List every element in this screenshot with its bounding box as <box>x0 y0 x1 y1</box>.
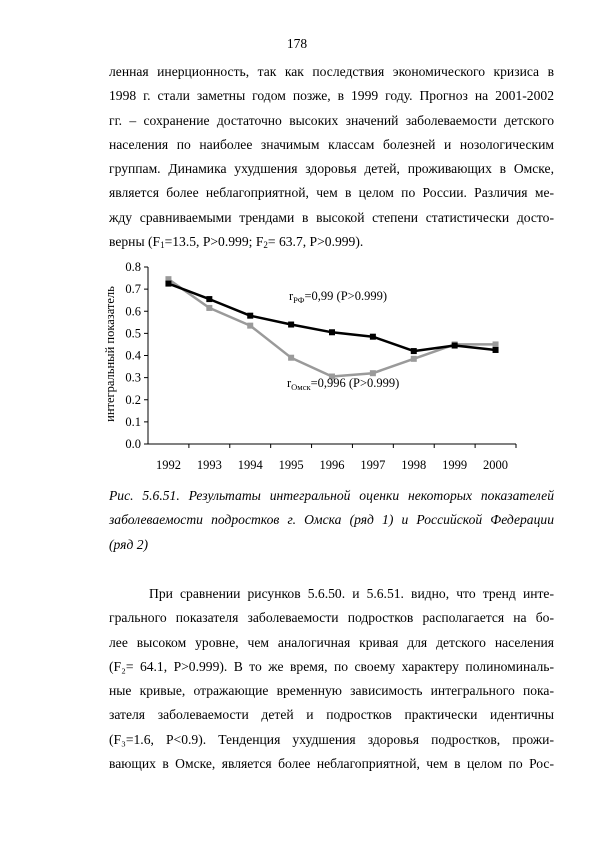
data-point-rf <box>247 313 253 319</box>
y-tick-label: 0.6 <box>125 304 141 319</box>
y-tick-label: 0.4 <box>125 348 141 363</box>
y-tick-label: 0.2 <box>125 392 141 407</box>
x-tick-label: 2000 <box>483 458 509 472</box>
subscript: 1 <box>160 240 165 251</box>
text-line: гг. – сохранение достаточно высоких значений заболеваемости детского <box>109 112 554 128</box>
annotation-sub: РФ <box>293 295 305 305</box>
text-fragment: =13.5, P>0.999; F <box>164 234 264 250</box>
text-line <box>109 230 554 254</box>
text-fragment: = 63.7, P>0.999). <box>267 234 364 250</box>
x-tick-label: 1998 <box>401 458 427 472</box>
text-line: группам. Динамика ухудшения здоровья детей, проживающих в Омске, <box>109 161 554 177</box>
y-tick-label: 0.0 <box>125 437 141 451</box>
paragraph-2 <box>109 582 554 776</box>
x-tick-label: 1999 <box>442 458 468 472</box>
y-axis-label: интегральный показатель <box>103 286 117 422</box>
y-tick-label: 0.1 <box>125 414 141 429</box>
data-point-rf <box>493 347 499 353</box>
text-line: зателя заболеваемости детей и подростков практически идентичны <box>109 707 554 723</box>
text-line: лее высоком уровне, чем аналогичная кривая для детского населения <box>109 634 554 650</box>
y-tick-label: 0.5 <box>125 326 141 341</box>
text-line: 1998 г. стали заметны годом позже, в 1999 году. Прогноз на 2001-2002 <box>109 88 554 104</box>
data-point-rf <box>411 348 417 354</box>
caption-line: Рис. 5.6.51. Результаты интегральной оценки некоторых показателей <box>109 488 554 503</box>
text-fragment: верны (F <box>109 234 161 250</box>
data-point-rf <box>452 343 458 349</box>
annotation-sub: Омск <box>291 382 311 392</box>
caption-line: заболеваемости подростков г. Омска (ряд 1) и Российской Федерации <box>109 512 554 528</box>
data-point-rf <box>206 296 212 302</box>
data-point-omsk <box>411 356 417 362</box>
text-line: ленная инерционность, так как последствия экономического кризиса в <box>109 64 554 79</box>
annotation-rf <box>289 289 387 305</box>
text-line: При сравнении рисунков 5.6.50. и 5.6.51. видно, что тренд инте- <box>149 586 554 601</box>
y-tick-label: 0.8 <box>125 260 141 274</box>
annotation-text: =0,996 (P>0.999) <box>310 376 400 390</box>
y-tick-label: 0.7 <box>125 282 141 297</box>
text-line: (F₃=1.6, P<0.9). Тенденция ухудшения здоровья подростков, прожи- <box>109 731 554 747</box>
data-point-rf <box>370 334 376 340</box>
x-tick-label: 1994 <box>237 458 263 472</box>
data-point-rf <box>165 281 171 287</box>
data-point-omsk <box>247 323 253 329</box>
y-tick-label: 0.3 <box>125 370 141 385</box>
x-tick-label: 1995 <box>278 458 304 472</box>
subscript: 2 <box>263 240 268 251</box>
x-tick-label: 1997 <box>360 458 386 472</box>
data-point-rf <box>288 322 294 328</box>
paragraph-1 <box>109 60 554 254</box>
caption-line: (ряд 2) <box>109 536 149 552</box>
text-line: населения по наиболее значимым классам болезней и нозологическим <box>109 136 554 152</box>
line-chart <box>96 256 536 480</box>
text-line: (F₂= 64.1, P>0.999). В то же время, по своему характеру полиноминаль- <box>109 658 554 674</box>
x-tick-label: 1993 <box>196 458 222 472</box>
text-line: вающих в Омске, является более неблагоприятной, чем в целом по Рос- <box>109 756 554 772</box>
annotation-base: r <box>289 289 294 303</box>
x-tick-label: 1992 <box>155 458 181 472</box>
figure-caption <box>109 484 554 557</box>
text-line: ные кривые, отражающие временную зависимость интегрального пока- <box>109 683 554 699</box>
text-line: является более неблагоприятной, чем в целом по России. Различия ме- <box>109 185 554 201</box>
annotation-omsk <box>287 376 399 392</box>
annotation-base: r <box>287 376 292 390</box>
data-point-omsk <box>493 341 499 347</box>
page-number: 178 <box>286 36 308 51</box>
data-point-rf <box>329 329 335 335</box>
x-tick-label: 1996 <box>319 458 345 472</box>
text-line: грального показателя заболеваемости подростков располагается на бо- <box>109 610 554 626</box>
text-line: жду сравниваемыми трендами в высокой степени статистически досто- <box>109 209 554 225</box>
data-point-omsk <box>288 355 294 361</box>
annotation-text: =0,99 (P>0.999) <box>304 289 387 303</box>
data-point-omsk <box>206 305 212 311</box>
